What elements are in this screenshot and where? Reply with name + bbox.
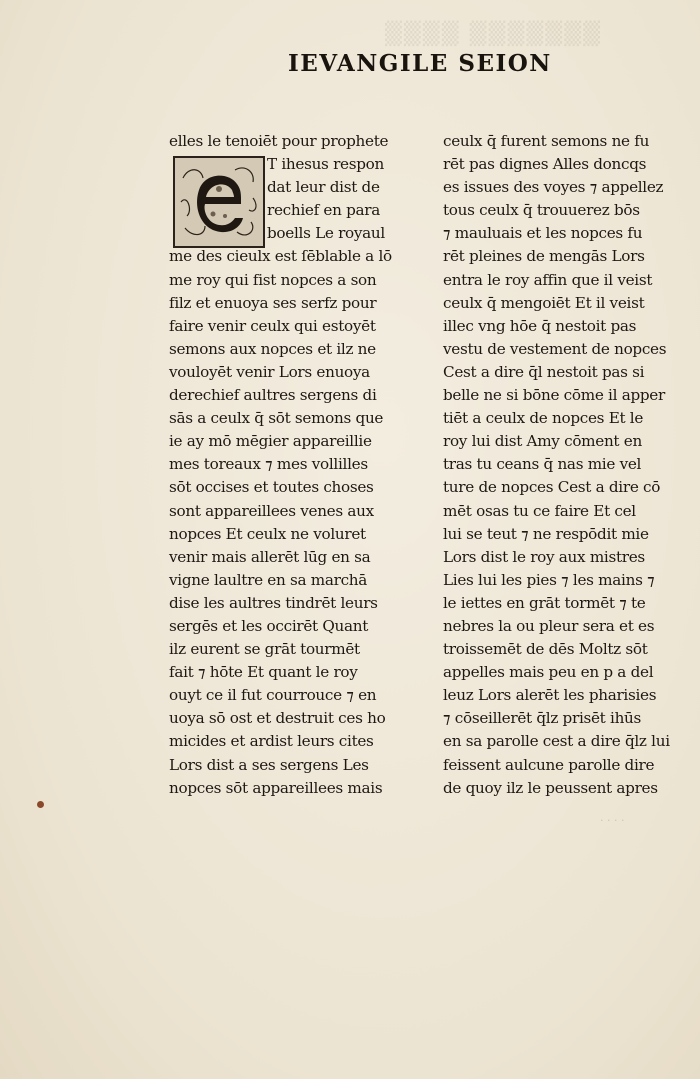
text-line: le iettes en grāt tormēt ⁊ te [443, 593, 646, 612]
text-line: vigne laultre en sa marchā [169, 570, 368, 589]
text-line: dise les aultres tindrēt leurs [169, 593, 378, 612]
text-line: sont appareillees venes aux [169, 501, 374, 520]
text-line: ie ay mō mēgier appareillie [169, 432, 372, 451]
text-line: troissemēt de dēs Moltz sōt [443, 640, 648, 659]
paper-stain [37, 801, 44, 808]
text-line: nebres la ou pleur sera et es [443, 616, 655, 635]
text-line: de quoy ilz le peussent apres [443, 778, 658, 797]
text-line: tiēt a ceulx de nopces Et le [443, 409, 644, 428]
text-line: boells Le royaul [267, 224, 385, 243]
text-line: Lors dist le roy aux mistres [443, 547, 645, 566]
text-line: fait ⁊ hōte Et quant le roy [169, 663, 358, 682]
text-line: ouyt ce il fut courrouce ⁊ en [169, 686, 377, 705]
text-line: faire venir ceulx qui estoyēt [169, 316, 376, 335]
text-line: appelles mais peu en p a del [443, 663, 654, 682]
text-line: belle ne si bōne cōme il apper [443, 386, 665, 405]
running-title: IEVANGILE SEION [288, 50, 552, 77]
left-column-text [169, 130, 409, 800]
text-line: rechief en para [267, 201, 381, 220]
text-line: nopces Et ceulx ne voluret [169, 524, 366, 543]
text-line: illec vng hōe q̄ nestoit pas [443, 316, 637, 335]
text-line: filz et enuoya ses serfz pour [169, 293, 377, 312]
text-line: dat leur dist de [267, 178, 380, 197]
text-line: en sa parolle cest a dire q̄lz lui [443, 732, 670, 751]
text-line: me des cieulx est ſēblable a lō [169, 247, 392, 266]
text-line: Lors dist a ses sergens Les [169, 755, 369, 774]
text-line: roy lui dist Amy cōment en [443, 432, 642, 451]
text-line: me roy qui fist nopces a son [169, 270, 377, 289]
text-line: ceulx q̄ furent semons ne fu [443, 132, 650, 150]
text-line: venir mais allerēt lūg en sa [169, 547, 371, 566]
text-line: elles le tenoiēt pour prophete [169, 132, 389, 150]
text-line: sōt occises et toutes choses [169, 478, 374, 497]
text-line: ture de nopces Cest a dire cō [443, 478, 661, 497]
show-through-text: ▒▒▒▒▒▒▒ ▒▒▒▒ [382, 22, 600, 47]
text-line: nopces sōt appareillees mais [169, 778, 383, 797]
text-line: ilz eurent se grāt tourmēt [169, 640, 360, 659]
text-line: mes toreaux ⁊ mes vollilles [169, 455, 368, 474]
text-line: lui se teut ⁊ ne respōdit mie [443, 524, 649, 543]
text-line: es issues des voyes ⁊ appellez [443, 178, 664, 197]
text-line: mēt osas tu ce faire Et cel [443, 501, 636, 520]
text-line: rēt pleines de mengās Lors [443, 247, 645, 266]
text-line: ⁊ cōseillerēt q̄lz prisēt ihūs [443, 709, 642, 728]
text-line: sās a ceulx q̄ sōt semons que [169, 409, 384, 428]
text-line: semons aux nopces et ilz ne [169, 339, 376, 358]
text-line: vouloyēt venir Lors enuoya [169, 362, 370, 381]
text-line: leuz Lors alerēt les pharisies [443, 686, 657, 705]
right-column-text [443, 130, 683, 800]
text-line: Cest a dire q̄l nestoit pas si [443, 362, 645, 381]
text-line: entra le roy affin que il veist [443, 270, 653, 289]
text-line: uoya sō ost et destruit ces ho [169, 709, 386, 728]
text-line: derechief aultres sergens di [169, 386, 377, 405]
text-line: T ihesus respon [267, 155, 384, 174]
text-line: feissent aulcune parolle dire [443, 755, 655, 774]
text-line: vestu de vestement de nopces [443, 339, 667, 358]
text-line: tras tu ceans q̄ nas mie vel [443, 455, 642, 474]
text-line: ceulx q̄ mengoiēt Et il veist [443, 293, 645, 312]
text-line: rēt pas dignes Alles doncqs [443, 155, 647, 174]
text-line: micides et ardist leurs cites [169, 732, 374, 751]
text-line: tous ceulx q̄ trouuerez bōs [443, 201, 640, 220]
text-line: sergēs et les occirēt Quant [169, 616, 369, 635]
text-line: Lies lui les pies ⁊ les mains ⁊ [443, 570, 655, 589]
text-line: ⁊ mauluais et les nopces fu [443, 224, 643, 243]
faint-page-mark: · · · · [600, 814, 625, 827]
